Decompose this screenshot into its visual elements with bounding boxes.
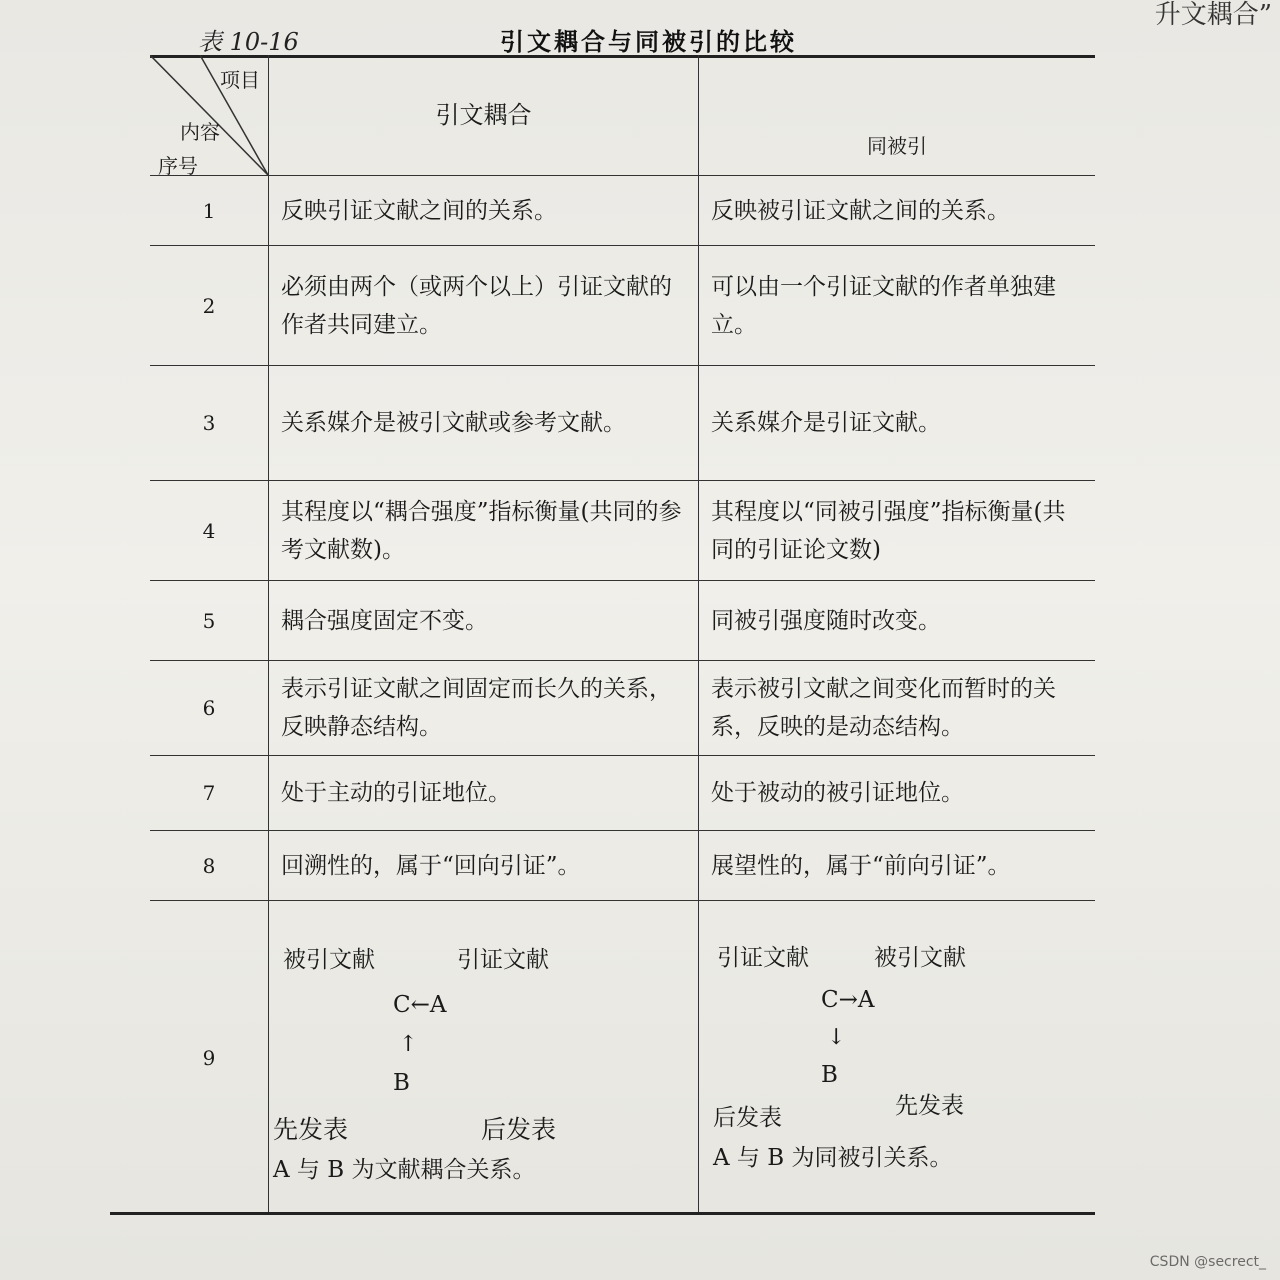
table-title: 引文耦合与同被引的比较 — [500, 28, 797, 56]
coupling-cell: 反映引证文献之间的关系。 — [268, 175, 698, 245]
coupling-diagram-bottom: B — [393, 1070, 410, 1096]
coupling-diagram-top: C←A — [393, 992, 447, 1018]
cocitation-cell: 可以由一个引证文献的作者单独建立。 — [698, 245, 1095, 365]
table-bottom-rule — [110, 1212, 1095, 1215]
earlier-published-label: 先发表 — [273, 1115, 349, 1144]
coupling-cell: 必须由两个（或两个以上）引证文献的作者共同建立。 — [268, 245, 698, 365]
coupling-cell: 回溯性的，属于“回向引证”。 — [268, 830, 698, 900]
cited-doc-label: 被引文献 — [874, 945, 966, 971]
header-diagonal-cell — [150, 55, 268, 178]
row-number: 9 — [150, 900, 268, 1215]
cocitation-cell: 同被引强度随时改变。 — [698, 580, 1095, 660]
coupling-cell: 耦合强度固定不变。 — [268, 580, 698, 660]
coupling-cell: 处于主动的引证地位。 — [268, 755, 698, 830]
arrow-down-icon: ↓ — [827, 1025, 846, 1050]
arrow-up-icon: ↑ — [399, 1032, 418, 1057]
row-number: 8 — [150, 830, 268, 900]
cited-doc-label: 被引文献 — [283, 947, 375, 973]
cocitation-conclusion: A 与 B 为同被引关系。 — [713, 1145, 953, 1171]
cocitation-diagram-bottom: B — [821, 1062, 838, 1088]
later-published-label: 后发表 — [481, 1115, 557, 1144]
coupling-cell: 关系媒介是被引文献或参考文献。 — [268, 365, 698, 480]
earlier-published-label: 先发表 — [895, 1093, 964, 1119]
cocitation-cell: 反映被引证文献之间的关系。 — [698, 175, 1095, 245]
row-number: 1 — [150, 175, 268, 245]
comparison-table — [150, 55, 1095, 1215]
row-number: 3 — [150, 365, 268, 480]
table-number: 表 10-16 — [198, 28, 299, 56]
row-number: 6 — [150, 660, 268, 755]
watermark: CSDN @secrect_ — [1149, 1254, 1266, 1270]
row-number: 4 — [150, 480, 268, 580]
header-content-label: 内容 — [180, 120, 220, 144]
citing-doc-label: 引证文献 — [717, 945, 809, 971]
row-number: 7 — [150, 755, 268, 830]
cocitation-cell: 关系媒介是引证文献。 — [698, 365, 1095, 480]
later-published-label: 后发表 — [713, 1105, 782, 1131]
cocitation-cell: 处于被动的被引证地位。 — [698, 755, 1095, 830]
cocitation-cell: 展望性的，属于“前向引证”。 — [698, 830, 1095, 900]
cocitation-cell: 其程度以“同被引强度”指标衡量(共同的引证论文数) — [698, 480, 1095, 580]
column-header-cocitation: 同被引 — [698, 55, 1095, 175]
coupling-conclusion: A 与 B 为文献耦合关系。 — [273, 1157, 536, 1183]
cocitation-diagram-top: C→A — [821, 987, 875, 1013]
coupling-cell: 其程度以“耦合强度”指标衡量(共同的参考文献数)。 — [268, 480, 698, 580]
row-number: 5 — [150, 580, 268, 660]
row-number: 2 — [150, 245, 268, 365]
header-seq-label: 序号 — [158, 154, 198, 178]
citing-doc-label: 引证文献 — [457, 947, 549, 973]
cocitation-cell: 表示被引文献之间变化而暂时的关系，反映的是动态结构。 — [698, 660, 1095, 755]
header-item-label: 项目 — [220, 68, 260, 92]
table-grid — [150, 55, 1095, 1215]
coupling-cell: 表示引证文献之间固定而长久的关系，反映静态结构。 — [268, 660, 698, 755]
page-corner-text: 升文耦合” — [1154, 0, 1272, 30]
cocitation-diagram-cell — [698, 900, 1095, 1215]
coupling-diagram-cell — [268, 900, 698, 1215]
column-header-coupling: 引文耦合 — [268, 55, 698, 175]
